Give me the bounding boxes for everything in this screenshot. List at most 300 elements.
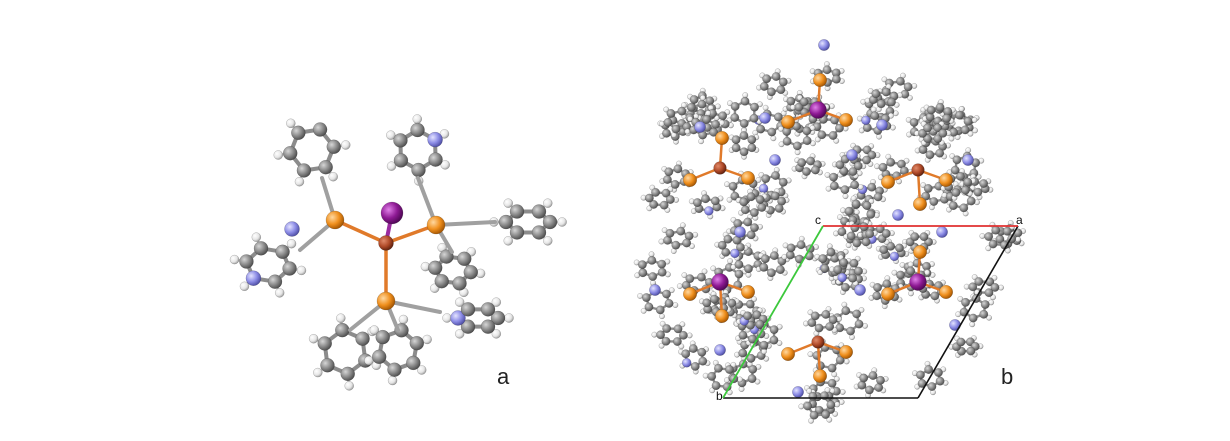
carbon-atom [953, 156, 961, 164]
phosphorus-atom [881, 287, 895, 301]
carbon-atom [887, 98, 895, 106]
nitrogen-atom [759, 184, 768, 193]
hydrogen-atom [505, 314, 514, 323]
carbon-atom [772, 72, 780, 80]
carbon-atom [829, 173, 837, 181]
carbon-atom [928, 382, 936, 390]
carbon-atom [846, 327, 854, 335]
copper-atom [714, 162, 727, 175]
carbon-atom [926, 151, 934, 159]
carbon-atom [750, 103, 758, 111]
nitrogen-atom [818, 39, 829, 50]
carbon-atom [725, 365, 733, 373]
carbon-atom [750, 114, 758, 122]
nitrogen-atom [892, 209, 903, 220]
hydrogen-atom [313, 368, 322, 377]
hydrogen-atom [972, 117, 977, 122]
carbon-atom [686, 274, 694, 282]
carbon-atom [666, 195, 674, 203]
carbon-atom [649, 272, 657, 280]
phosphorus-atom [939, 173, 953, 187]
carbon-atom [672, 241, 680, 249]
carbon-atom [691, 362, 699, 370]
carbon-atom [372, 350, 386, 364]
carbon-atom [740, 198, 748, 206]
hydrogen-atom [795, 150, 800, 155]
phosphorus-atom [913, 197, 927, 211]
carbon-atom [667, 109, 675, 117]
carbon-atom [871, 112, 879, 120]
carbon-atom [758, 203, 766, 211]
carbon-atom [739, 349, 747, 357]
carbon-atom [961, 186, 969, 194]
hydrogen-atom [345, 381, 354, 390]
carbon-atom [803, 137, 811, 145]
carbon-atom [410, 336, 424, 350]
carbon-atom [687, 103, 695, 111]
carbon-atom [741, 97, 749, 105]
hydrogen-atom [413, 115, 422, 124]
carbon-atom [656, 331, 664, 339]
hydrogen-atom [336, 314, 345, 323]
carbon-atom [673, 337, 681, 345]
carbon-atom [828, 364, 836, 372]
carbon-atom [797, 241, 805, 249]
carbon-atom [319, 160, 333, 174]
carbon-atom [701, 195, 709, 203]
carbon-atom [975, 277, 983, 285]
carbon-atom [743, 312, 751, 320]
carbon-atom [760, 263, 768, 271]
carbon-atom [787, 244, 795, 252]
carbon-atom [318, 336, 332, 350]
carbon-atom [827, 401, 835, 409]
hydrogen-atom [843, 193, 848, 198]
carbon-atom [850, 259, 858, 267]
carbon-atom [874, 193, 882, 201]
carbon-atom [923, 124, 931, 132]
carbon-atom [842, 307, 850, 315]
carbon-atom [429, 153, 443, 167]
carbon-atom [702, 115, 710, 123]
phosphorus-atom [813, 369, 827, 383]
carbon-atom [748, 144, 756, 152]
carbon-atom [819, 254, 827, 262]
carbon-atom [911, 232, 919, 240]
carbon-atom [689, 344, 697, 352]
carbon-atom [949, 201, 957, 209]
carbon-atom [770, 325, 778, 333]
hydrogen-atom [1015, 237, 1020, 242]
nitrogen-atom [734, 226, 745, 237]
hydrogen-atom [980, 233, 985, 238]
carbon-atom [664, 118, 672, 126]
nitrogen-atom [890, 252, 899, 261]
carbon-atom [783, 137, 791, 145]
carbon-atom [980, 310, 988, 318]
carbon-atom [327, 140, 341, 154]
carbon-atom [815, 324, 823, 332]
carbon-atom [394, 153, 408, 167]
carbon-atom [834, 265, 842, 273]
carbon-atom [744, 265, 752, 273]
nitrogen-atom [846, 149, 857, 160]
carbon-atom [731, 113, 739, 121]
hydrogen-atom [309, 334, 318, 343]
carbon-atom [750, 208, 758, 216]
carbon-atom [693, 198, 701, 206]
carbon-atom [895, 244, 903, 252]
carbon-atom [934, 368, 942, 376]
carbon-atom [457, 252, 471, 266]
carbon-atom [532, 225, 546, 239]
carbon-atom [957, 338, 965, 346]
carbon-atom [924, 365, 932, 373]
carbon-atom [682, 239, 690, 247]
carbon-atom [510, 205, 524, 219]
carbon-atom [499, 215, 513, 229]
carbon-atom [735, 260, 743, 268]
carbon-atom [767, 88, 775, 96]
nitrogen-atom [694, 121, 705, 132]
carbon-atom [697, 273, 705, 281]
carbon-atom [850, 181, 858, 189]
carbon-atom [800, 98, 808, 106]
carbon-atom [651, 188, 659, 196]
carbon-atom [961, 126, 969, 134]
carbon-atom [768, 128, 776, 136]
carbon-atom [867, 210, 875, 218]
carbon-atom [883, 280, 891, 288]
nitrogen-atom [730, 249, 739, 258]
iodine-atom [381, 202, 403, 224]
carbon-atom [809, 392, 817, 400]
carbon-atom [803, 402, 811, 410]
carbon-atom [969, 314, 977, 322]
carbon-atom [662, 324, 670, 332]
hydrogen-atom [297, 266, 306, 275]
hydrogen-atom [558, 218, 567, 227]
carbon-atom [711, 120, 719, 128]
hydrogen-atom [808, 351, 813, 356]
carbon-atom [698, 100, 706, 108]
carbon-atom [882, 88, 890, 96]
carbon-atom [847, 232, 855, 240]
carbon-atom [936, 103, 944, 111]
carbon-atom [677, 227, 685, 235]
carbon-atom [276, 245, 290, 259]
carbon-atom [855, 320, 863, 328]
carbon-atom [852, 200, 860, 208]
carbon-atom [1003, 227, 1011, 235]
carbon-atom [674, 325, 682, 333]
phosphorus-atom [683, 287, 697, 301]
carbon-atom [428, 261, 442, 275]
carbon-atom [775, 204, 783, 212]
carbon-atom [732, 136, 740, 144]
nitrogen-atom [936, 226, 947, 237]
nitrogen-atom [246, 271, 261, 286]
phosphorus-atom [881, 175, 895, 189]
carbon-atom [481, 302, 495, 316]
carbon-atom [642, 293, 650, 301]
carbon-atom [313, 123, 327, 137]
carbon-atom [822, 310, 830, 318]
phosphorus-atom [813, 73, 827, 87]
phosphorus-atom [839, 345, 853, 359]
carbon-atom [776, 265, 784, 273]
carbon-atom [779, 78, 787, 86]
carbon-atom [939, 129, 947, 137]
hydrogen-atom [230, 255, 239, 264]
carbon-atom [862, 156, 870, 164]
carbon-atom [703, 299, 711, 307]
carbon-atom [774, 113, 782, 121]
panel-b-label: b [1001, 364, 1014, 389]
carbon-atom [678, 107, 686, 115]
carbon-atom [964, 178, 972, 186]
panel-a-label: a [497, 364, 510, 389]
carbon-atom [756, 125, 764, 133]
carbon-atom [967, 197, 975, 205]
nitrogen-atom [838, 273, 847, 282]
carbon-atom [964, 117, 972, 125]
carbon-atom [762, 75, 770, 83]
phosphorus-atom [939, 285, 953, 299]
carbon-atom [656, 306, 664, 314]
carbon-atom [854, 267, 862, 275]
carbon-atom [461, 302, 475, 316]
carbon-atom [936, 377, 944, 385]
carbon-atom [756, 320, 764, 328]
unit-cell-a-label: a [1016, 213, 1023, 227]
carbon-atom [674, 165, 682, 173]
carbon-atom [862, 238, 870, 246]
carbon-atom [851, 224, 859, 232]
phosphorus-atom [781, 115, 795, 129]
carbon-atom [341, 367, 355, 381]
carbon-atom [853, 239, 861, 247]
carbon-atom [981, 300, 989, 308]
nitrogen-atom [962, 154, 973, 165]
carbon-atom [770, 336, 778, 344]
carbon-atom [699, 357, 707, 365]
carbon-atom [510, 225, 524, 239]
carbon-atom [638, 260, 646, 268]
carbon-atom [747, 193, 755, 201]
carbon-atom [760, 341, 768, 349]
carbon-atom [710, 295, 718, 303]
phosphorus-atom [741, 171, 755, 185]
unit-cell-b-label: b [716, 389, 723, 403]
carbon-atom [924, 184, 932, 192]
carbon-atom [767, 269, 775, 277]
carbon-atom [714, 364, 722, 372]
carbon-atom [985, 289, 993, 297]
hydrogen-atom [388, 376, 397, 385]
carbon-atom [802, 167, 810, 175]
carbon-atom [662, 290, 670, 298]
carbon-atom [658, 268, 666, 276]
carbon-atom [662, 129, 670, 137]
phosphorus-atom [781, 347, 795, 361]
carbon-atom [393, 133, 407, 147]
carbon-atom [690, 95, 698, 103]
unit-cell-origin-label: c [815, 213, 821, 227]
carbon-atom [711, 197, 719, 205]
hydrogen-atom [908, 291, 913, 296]
carbon-atom [724, 235, 732, 243]
hydrogen-atom [504, 199, 513, 208]
carbon-atom [920, 233, 928, 241]
nitrogen-atom [285, 222, 300, 237]
hydrogen-atom [287, 239, 296, 248]
carbon-atom [879, 163, 887, 171]
nitrogen-atom [876, 119, 887, 130]
carbon-atom [335, 323, 349, 337]
nitrogen-atom [682, 358, 691, 367]
carbon-atom [777, 85, 785, 93]
carbon-atom [748, 135, 756, 143]
hydrogen-atom [727, 258, 732, 263]
carbon-atom [896, 271, 904, 279]
carbon-atom [828, 379, 836, 387]
carbon-atom [821, 264, 829, 272]
carbon-atom [376, 330, 390, 344]
carbon-atom [411, 123, 425, 137]
carbon-atom [779, 178, 787, 186]
carbon-atom [798, 158, 806, 166]
carbon-atom [464, 265, 478, 279]
hydrogen-atom [835, 402, 840, 407]
carbon-atom [761, 255, 769, 263]
carbon-atom [663, 175, 671, 183]
nitrogen-atom [428, 132, 443, 147]
carbon-atom [960, 204, 968, 212]
panel-a-molecule [230, 115, 567, 391]
carbon-atom [356, 332, 370, 346]
carbon-atom [803, 127, 811, 135]
nitrogen-atom [854, 284, 865, 295]
carbon-atom [739, 331, 747, 339]
phosphorus-atom [741, 285, 755, 299]
carbon-atom [435, 274, 449, 288]
hydrogen-atom [275, 288, 284, 297]
carbon-atom [770, 251, 778, 259]
carbon-atom [967, 347, 975, 355]
iodine-atom [910, 274, 927, 291]
carbon-atom [706, 97, 714, 105]
phosphorus-atom [715, 131, 729, 145]
carbon-atom [989, 240, 997, 248]
carbon-atom [910, 118, 918, 126]
carbon-atom [865, 386, 873, 394]
carbon-atom [877, 100, 885, 108]
carbon-atom [731, 102, 739, 110]
carbon-atom [283, 146, 297, 160]
carbon-atom [708, 372, 716, 380]
copper-atom [379, 236, 394, 251]
carbon-atom [239, 255, 253, 269]
carbon-atom [254, 241, 268, 255]
carbon-atom [411, 163, 425, 177]
copper-atom [812, 336, 825, 349]
carbon-atom [992, 226, 1000, 234]
carbon-atom [832, 75, 840, 83]
carbon-atom [936, 149, 944, 157]
carbon-atom [873, 283, 881, 291]
hydrogen-atom [799, 404, 804, 409]
hydrogen-atom [677, 283, 682, 288]
hydrogen-atom [443, 314, 452, 323]
carbon-atom [930, 197, 938, 205]
carbon-atom [868, 183, 876, 191]
carbon-atom [852, 310, 860, 318]
carbon-atom [811, 312, 819, 320]
carbon-atom [872, 90, 880, 98]
carbon-atom [979, 179, 987, 187]
carbon-atom [658, 260, 666, 268]
iodine-atom [712, 274, 729, 291]
carbon-atom [406, 356, 420, 370]
carbon-atom [756, 195, 764, 203]
carbon-atom [942, 114, 950, 122]
nitrogen-atom [792, 386, 803, 397]
carbon-atom [887, 158, 895, 166]
carbon-atom [735, 270, 743, 278]
carbon-atom [771, 171, 779, 179]
carbon-atom [952, 188, 960, 196]
hydrogen-atom [700, 95, 705, 100]
carbon-atom [826, 322, 834, 330]
carbon-atom [718, 112, 726, 120]
carbon-atom [748, 374, 756, 382]
carbon-atom [927, 106, 935, 114]
carbon-atom [291, 126, 305, 140]
phosphorus-atom [715, 309, 729, 323]
carbon-atom [761, 174, 769, 182]
hydrogen-atom [329, 172, 338, 181]
phosphorus-atom [427, 216, 445, 234]
iodine-atom [810, 102, 827, 119]
carbon-atom [829, 131, 837, 139]
carbon-atom [876, 376, 884, 384]
carbon-atom [648, 256, 656, 264]
carbon-atom [859, 374, 867, 382]
carbon-atom [849, 167, 857, 175]
carbon-atom [740, 148, 748, 156]
carbon-atom [387, 363, 401, 377]
carbon-atom [760, 82, 768, 90]
carbon-atom [873, 292, 881, 300]
hydrogen-atom [341, 140, 350, 149]
carbon-atom [956, 172, 964, 180]
carbon-atom [481, 320, 495, 334]
carbon-atom [283, 261, 297, 275]
carbon-atom [845, 207, 853, 215]
carbon-atom [793, 142, 801, 150]
hydrogen-atom [295, 177, 304, 186]
carbon-atom [931, 292, 939, 300]
hydrogen-atom [543, 199, 552, 208]
carbon-atom [961, 298, 969, 306]
carbon-atom [896, 77, 904, 85]
carbon-atom [882, 229, 890, 237]
carbon-atom [740, 119, 748, 127]
phosphorus-atom [913, 245, 927, 259]
carbon-atom [453, 276, 467, 290]
carbon-atom [866, 230, 874, 238]
